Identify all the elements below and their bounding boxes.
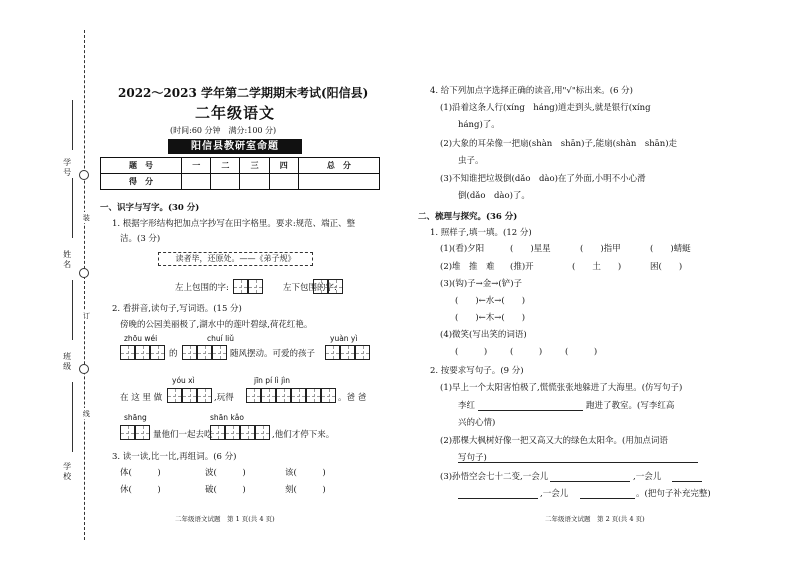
pinyin: chuí liǔ (207, 334, 235, 343)
fill-item: (2)堆 推 难 (440, 262, 495, 272)
pinyin: yuàn yì (330, 334, 358, 343)
binding-hole (79, 170, 89, 180)
fill-item[interactable]: ( ) (565, 347, 598, 357)
score-cell[interactable] (240, 174, 269, 190)
question-text: 李红 (458, 401, 476, 411)
writing-grid[interactable] (182, 345, 227, 360)
question-text: ,一会儿 (540, 489, 569, 499)
binding-marker: 装 (82, 214, 91, 221)
fill-item[interactable]: ( )蜻蜓 (650, 244, 691, 254)
score-table (100, 157, 380, 190)
question-text: (1)早上一个太阳害怕极了,慌慌张张地躲进了大海里。(仿写句子) (440, 383, 683, 393)
binding-hole (79, 268, 89, 278)
answer-line[interactable] (458, 451, 698, 463)
writing-grid[interactable] (233, 279, 263, 294)
question-text: 虫子。 (458, 156, 484, 166)
fill-item: (推)开 (510, 262, 534, 272)
pinyin: shān kǎo (210, 413, 244, 422)
question-text: 洁。(3 分) (120, 234, 161, 244)
score-header-cell: 一 (182, 158, 211, 174)
section-heading: 二、梳理与探究。(36 分) (418, 212, 518, 222)
score-row-label: 得 分 (101, 174, 182, 190)
compare-item[interactable]: 休( ) (120, 485, 161, 495)
binding-fill-line (72, 100, 73, 150)
compare-item[interactable]: 波( ) (205, 468, 246, 478)
fill-item[interactable]: 困( ) (650, 262, 683, 272)
question-text: 跑进了教室。(写李红高 (586, 401, 675, 411)
score-cell[interactable] (211, 174, 240, 190)
answer-line[interactable] (458, 489, 538, 499)
question-text: háng)了。 (458, 120, 500, 130)
page-footer: 二年级语文试题 第 1 页(共 4 页) (175, 515, 275, 523)
passage-text: 在 这 里 做 (120, 393, 163, 403)
question-text: (3)不知谁把垃圾倒(dǎo dào)在了外面,小明不小心滑 (440, 174, 646, 184)
passage-text: 傍晚的公园美丽极了,湖水中的莲叶碧绿,荷花红艳。 (120, 320, 313, 330)
compare-item[interactable]: 破( ) (205, 485, 246, 495)
writing-grid[interactable] (313, 279, 343, 294)
question-text: (2)大象的耳朵像一把扇(shàn shān)子,能扇(shàn shān)走 (440, 139, 678, 149)
writing-grid[interactable] (120, 425, 150, 440)
score-cell[interactable] (298, 174, 379, 190)
question-text: 2. 按要求写句子。(9 分) (430, 366, 524, 376)
question-text: 。(把句子补充完整) (636, 489, 711, 499)
binding-line (84, 30, 85, 540)
pinyin: yóu xì (172, 376, 195, 385)
score-cell[interactable] (269, 174, 298, 190)
binding-label-student-id: 学号 (62, 158, 72, 178)
binding-marker: 线 (82, 410, 91, 417)
binding-label-class: 班级 (62, 352, 72, 372)
fill-item[interactable]: ( ) (510, 347, 543, 357)
binding-label-name: 姓名 (62, 250, 72, 270)
fill-item[interactable]: ( 土 ) (572, 262, 622, 272)
compare-item[interactable]: 该( ) (285, 468, 326, 478)
question-text: 2. 看拼音,读句子,写词语。(15 分) (112, 304, 242, 314)
pinyin: jīn pí lì jìn (254, 376, 291, 385)
score-header-cell: 题 号 (101, 158, 182, 174)
exam-meta: (时间:60 分钟 满分:100 分) (170, 126, 277, 135)
compare-item[interactable]: 刻( ) (285, 485, 326, 495)
answer-line[interactable] (672, 472, 702, 482)
score-header-cell: 三 (240, 158, 269, 174)
score-header-cell: 总 分 (298, 158, 379, 174)
fill-item: (1)(看)夕阳 (440, 244, 485, 254)
answer-line[interactable] (580, 489, 635, 499)
binding-hole (79, 364, 89, 374)
answer-line[interactable] (478, 401, 583, 411)
passage-text: 。爸 爸 (338, 393, 367, 403)
pinyin: zhōu wéi (124, 334, 158, 343)
passage-text: 的 (169, 349, 178, 359)
question-text: 3. 读一读,比一比,再组词。(6 分) (112, 452, 237, 462)
question-text: 倒(dǎo dào)了。 (458, 191, 530, 201)
passage-text: ,他们才停下来。 (272, 430, 335, 440)
section-heading: 一、识字与写字。(30 分) (100, 203, 200, 213)
passage-text: ,玩得 (214, 393, 234, 403)
writing-grid[interactable] (167, 388, 212, 403)
quote-box: 读者毕，还原处。——《弟子规》 (158, 252, 313, 266)
passage-text: 随风摆动。可爱的孩子 (230, 349, 316, 359)
question-text: 左下包围的字: (283, 283, 337, 293)
score-header-cell: 二 (211, 158, 240, 174)
compare-item[interactable]: 体( ) (120, 468, 161, 478)
writing-grid[interactable] (210, 425, 270, 440)
fill-item: (4)微笑(写出笑的词语) (440, 330, 527, 340)
question-text: ,一会儿 (633, 472, 662, 482)
question-text: 左上包围的字: (175, 283, 229, 293)
question-text: 写句子) (458, 453, 487, 463)
question-text: (2)那棵大枫树好像一把又高又大的绿色太阳伞。(用加点词语 (440, 436, 668, 446)
fill-item[interactable]: ( )指甲 (580, 244, 621, 254)
binding-fill-line (72, 280, 73, 340)
subject-title: 二年级语文 (195, 104, 276, 122)
passage-text: 量他们一起去吃 (153, 430, 213, 440)
exam-title: 2022～2023 学年第二学期期末考试(阳信县) (118, 86, 369, 100)
binding-fill-line (72, 178, 73, 238)
answer-line[interactable] (550, 472, 630, 482)
fill-item[interactable]: ( )星星 (510, 244, 551, 254)
fill-item: (3)(钩)子→金→(铲)子 (440, 279, 523, 289)
question-text: 兴的心情) (458, 418, 496, 428)
question-text: 1. 根据字形结构把加点字抄写在田字格里。要求:规范、端正、整 (112, 219, 356, 229)
writing-grid[interactable] (246, 388, 336, 403)
fill-item[interactable]: ( )←木→( ) (455, 313, 526, 323)
pinyin: shāng (124, 413, 147, 422)
page-footer: 二年级语文试题 第 2 页(共 4 页) (545, 515, 645, 523)
score-header-cell: 四 (269, 158, 298, 174)
writing-grid[interactable] (325, 345, 370, 360)
issuer-banner: 阳信县教研室命题 (168, 139, 302, 154)
question-text: 4. 给下列加点字选择正确的读音,用"√"标出来。(6 分) (430, 86, 633, 96)
question-text: (1)沿着这条人行(xíng háng)道走到头,就是银行(xíng (440, 103, 651, 113)
fill-item[interactable]: ( )←水→( ) (455, 296, 526, 306)
writing-grid[interactable] (120, 345, 165, 360)
binding-marker: 订 (82, 312, 91, 319)
question-text: 1. 照样子,填一填。(12 分) (430, 228, 532, 238)
score-cell[interactable] (182, 174, 211, 190)
binding-fill-line (72, 382, 73, 452)
binding-label-school: 学校 (62, 462, 72, 482)
fill-item[interactable]: ( ) (455, 347, 488, 357)
question-text: (3)孙悟空会七十二变,一会儿 (440, 472, 549, 482)
